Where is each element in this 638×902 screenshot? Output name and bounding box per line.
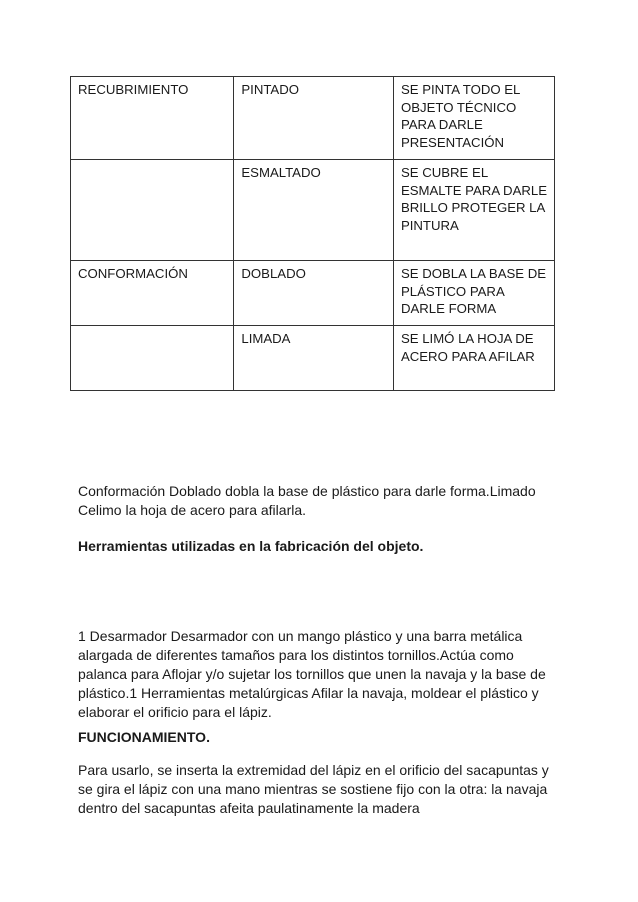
table-cell-description: SE PINTA TODO EL OBJETO TÉCNICO PARA DARLE PRESENTACIÓN: [393, 77, 554, 160]
table-cell-description: SE DOBLA LA BASE DE PLÁSTICO PARA DARLE FORMA: [393, 261, 554, 326]
table-cell-process: [71, 160, 234, 261]
table-cell-process: RECUBRIMIENTO: [71, 77, 234, 160]
table-cell-description: SE LIMÓ LA HOJA DE ACERO PARA AFILAR: [393, 326, 554, 391]
table-row: [71, 326, 555, 391]
table-cell-process: [71, 326, 234, 391]
table-cell-technique: PINTADO: [234, 77, 394, 160]
table-cell-description: SE CUBRE EL ESMALTE PARA DARLE BRILLO PROTEGER LA PINTURA: [393, 160, 554, 261]
heading-herramientas: Herramientas utilizadas en la fabricación del objeto.: [78, 538, 424, 554]
table-cell-process: CONFORMACIÓN: [71, 261, 234, 326]
process-table: [70, 76, 555, 391]
table-cell-technique: ESMALTADO: [234, 160, 394, 261]
paragraph-funcionamiento: Para usarlo, se inserta la extremidad del lápiz en el orificio del sacapuntas y se gira el lápiz con una mano mientras se sostiene fijo con la otra: la navaja dentro del sacapuntas afeita paulatinamente la madera: [78, 762, 549, 816]
table-cell-technique: LIMADA: [234, 326, 394, 391]
table-row: [71, 160, 555, 261]
table-row: [71, 261, 555, 326]
heading-funcionamiento: FUNCIONAMIENTO.: [78, 729, 210, 745]
table-row: [71, 77, 555, 160]
paragraph-herramientas: 1 Desarmador Desarmador con un mango plástico y una barra metálica alargada de diferentes tamaños para los distintos tornillos.Actúa como palanca para Aflojar y/o sujetar los tornillos que unen la navaja y la base de plástico.1 Herramientas metalúrgicas Afilar la navaja, moldear el plástico y elaborar el orificio para el lápiz.: [78, 628, 546, 720]
table-cell-technique: DOBLADO: [234, 261, 394, 326]
paragraph-conformacion: Conformación Doblado dobla la base de plástico para darle forma.Limado Celimo la hoja de acero para afilarla.: [78, 483, 536, 518]
